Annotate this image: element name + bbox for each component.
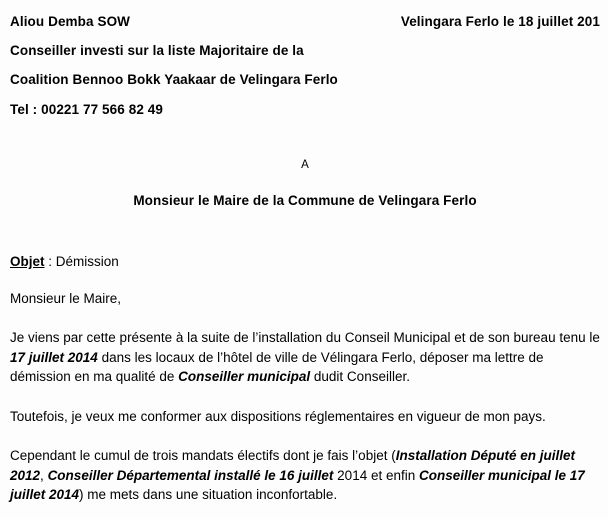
addressee-block (10, 159, 600, 208)
paragraph-3-segment-5: 2014 et enfin (333, 467, 419, 483)
paragraph-1-date-emphasis: 17 juillet 2014 (10, 349, 98, 365)
place-and-date: Velingara Ferlo le 18 juillet 201 (400, 14, 600, 29)
paragraph-3-segment-1: Cependant le cumul de trois mandats électifs dont je fais l’objet ( (10, 448, 396, 464)
paragraph-1-segment-1: Je viens par cette présente à la suite de l’installation du Conseil Municipal et de son bureau tenu le (10, 330, 600, 345)
sender-coalition-line: Coalition Bennoo Bokk Yaakaar de Velingara Ferlo (10, 72, 338, 87)
paragraph-3-segment-3: , (40, 467, 48, 483)
paragraph-3-segment-7: ) me mets dans une situation inconfortable. (79, 487, 338, 503)
paragraph-3-mandate-3-emphasis: Conseiller municipal le 17 juillet 2014 (10, 467, 585, 503)
object-label: Objet (10, 254, 45, 269)
sender-role-line-1: Conseiller investi sur la liste Majoritaire de la (10, 43, 304, 58)
sender-name: Aliou Demba SOW (10, 14, 131, 29)
paragraph-1 (10, 328, 600, 387)
paragraph-1-role-emphasis: Conseiller municipal (178, 369, 311, 385)
addressee-preposition: A (301, 159, 309, 171)
paragraph-2 (10, 407, 600, 427)
paragraph-3 (10, 446, 600, 505)
object-value: Démission (55, 254, 119, 269)
paragraph-2-text: Toutefois, je veux me conformer aux dispositions réglementaires en vigueur de mon pays. (10, 408, 546, 424)
paragraph-3-mandate-2-emphasis: Conseiller Départemental installé le 16 juillet (47, 467, 334, 483)
paragraph-1-segment-5: dudit Conseiller. (310, 369, 410, 385)
object-separator: : (44, 254, 56, 269)
addressee-name: Monsieur le Maire de la Commune de Velingara Ferlo (133, 193, 477, 208)
salutation: Monsieur le Maire, (10, 291, 122, 306)
paragraph-3-mandate-1-emphasis: Installation Député en juillet 2012 (10, 448, 575, 483)
sender-phone-line: Tel : 00221 77 566 82 49 (10, 102, 164, 117)
paragraph-1-segment-3: dans les locaux de l’hôtel de ville de Vélingara Ferlo, déposer ma lettre de démission en ma qualité de (10, 349, 544, 385)
letter-header (10, 14, 600, 29)
object-line (10, 254, 600, 269)
